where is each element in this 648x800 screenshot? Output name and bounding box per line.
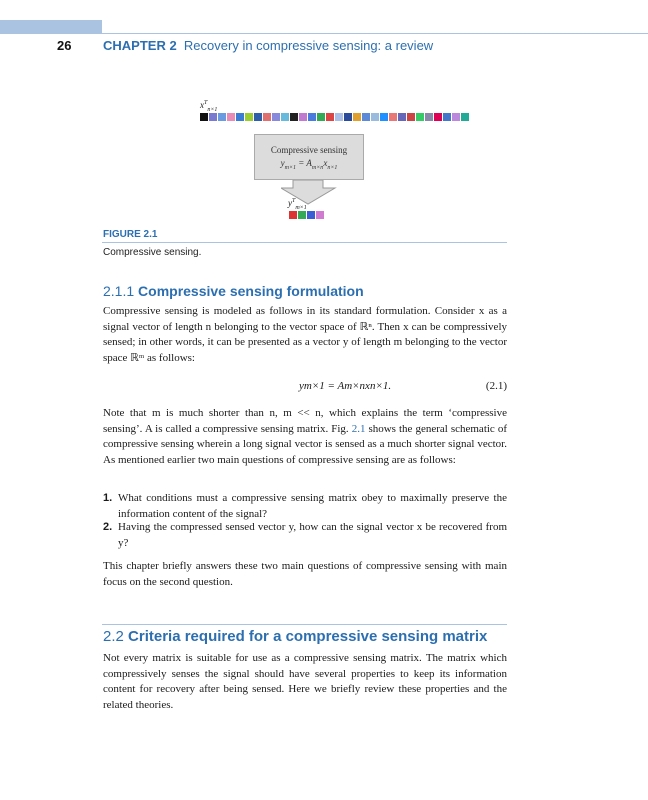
running-head	[103, 38, 433, 53]
list-item: 1. What conditions must a compressive sensing matrix obey to maximally preserve the information content of the signal?	[103, 492, 507, 520]
compressive-sensing-box	[254, 134, 364, 180]
vector-cell	[218, 113, 226, 121]
vector-cell	[272, 113, 280, 121]
vector-cell	[353, 113, 361, 121]
vector-cell	[298, 211, 306, 219]
chapter-label: CHAPTER 2	[103, 38, 177, 53]
vector-cell	[362, 113, 370, 121]
vector-cell	[344, 113, 352, 121]
header-accent-bar	[0, 20, 102, 34]
section-rule	[102, 624, 507, 625]
figure-title: FIGURE 2.1	[103, 229, 158, 240]
vector-cell	[335, 113, 343, 121]
vector-cell	[236, 113, 244, 121]
vector-cell	[200, 113, 208, 121]
vector-cell	[443, 113, 451, 121]
vector-cell	[289, 211, 297, 219]
signal-vector-x	[200, 113, 470, 121]
vector-cell	[307, 211, 315, 219]
vector-cell	[389, 113, 397, 121]
section-heading-2-1-1: 2.1.1 Compressive sensing formulation	[103, 283, 364, 299]
vector-cell	[452, 113, 460, 121]
page-number: 26	[57, 38, 72, 53]
vector-cell	[299, 113, 307, 121]
equation-number: (2.1)	[485, 380, 507, 392]
paragraph-criteria: Not every matrix is suitable for use as a compressive sensing matrix. The matrix which compressively senses the signal should have several properties to keep its information content for recovery after being sensed. Here we briefly review these properties and the related theories.	[103, 652, 507, 711]
vector-cell	[461, 113, 469, 121]
signal-vector-y	[289, 211, 325, 219]
vector-cell	[227, 113, 235, 121]
paragraph-note: Note that m is much shorter than n, m << n, which explains the term ‘compressive sensing’. A is called a compressive sensing matrix. Fig. 2.1 shows the general schematic of compressive sensing wherein a long signal vector is sensed as a much shorter signal vector. As mentioned earlier two main questions of compressive sensing are as follows:	[103, 407, 507, 466]
vector-cell	[380, 113, 388, 121]
vector-cell	[434, 113, 442, 121]
figure-x-label: $x^T_{n\times 1}$	[200, 100, 218, 113]
vector-cell	[290, 113, 298, 121]
header-rule	[102, 33, 648, 34]
figure-caption: Compressive sensing.	[103, 247, 202, 258]
vector-cell	[281, 113, 289, 121]
paragraph-chapter-summary: This chapter briefly answers these two main questions of compressive sensing with main focus on the second question.	[103, 560, 507, 588]
vector-cell	[407, 113, 415, 121]
vector-cell	[316, 211, 324, 219]
paragraph-formulation: Compressive sensing is modeled as follows in its standard formulation. Consider x as a signal vector of length n belonging to the vector space of ℝⁿ. Then x can be compressively sensed; in other words, it can be presented as a vector y of length m belonging to the vector space ℝᵐ as follows:	[103, 305, 507, 364]
chapter-title: Recovery in compressive sensing: a review	[183, 38, 434, 53]
figure-y-label: $y^T_{m\times 1}$	[288, 198, 307, 211]
vector-cell	[371, 113, 379, 121]
vector-cell	[425, 113, 433, 121]
figure-ref-link[interactable]: 2.1	[351, 422, 366, 435]
vector-cell	[263, 113, 271, 121]
vector-cell	[326, 113, 334, 121]
box-equation: $y_{m\times 1} = A_{m\times n}x_{n\times 1}$	[280, 158, 338, 171]
box-title: Compressive sensing	[270, 145, 348, 155]
vector-cell	[398, 113, 406, 121]
figure-rule	[102, 242, 507, 243]
vector-cell	[254, 113, 262, 121]
vector-cell	[308, 113, 316, 121]
section-heading-2-2: 2.2 Criteria required for a compressive sensing matrix	[103, 628, 488, 645]
vector-cell	[209, 113, 217, 121]
equation-body: ym×1 = Am×nxn×1.	[299, 380, 392, 392]
vector-cell	[317, 113, 325, 121]
list-item: 2. Having the compressed sensed vector y, how can the signal vector x be recovered from y?	[103, 521, 507, 549]
vector-cell	[416, 113, 424, 121]
vector-cell	[245, 113, 253, 121]
